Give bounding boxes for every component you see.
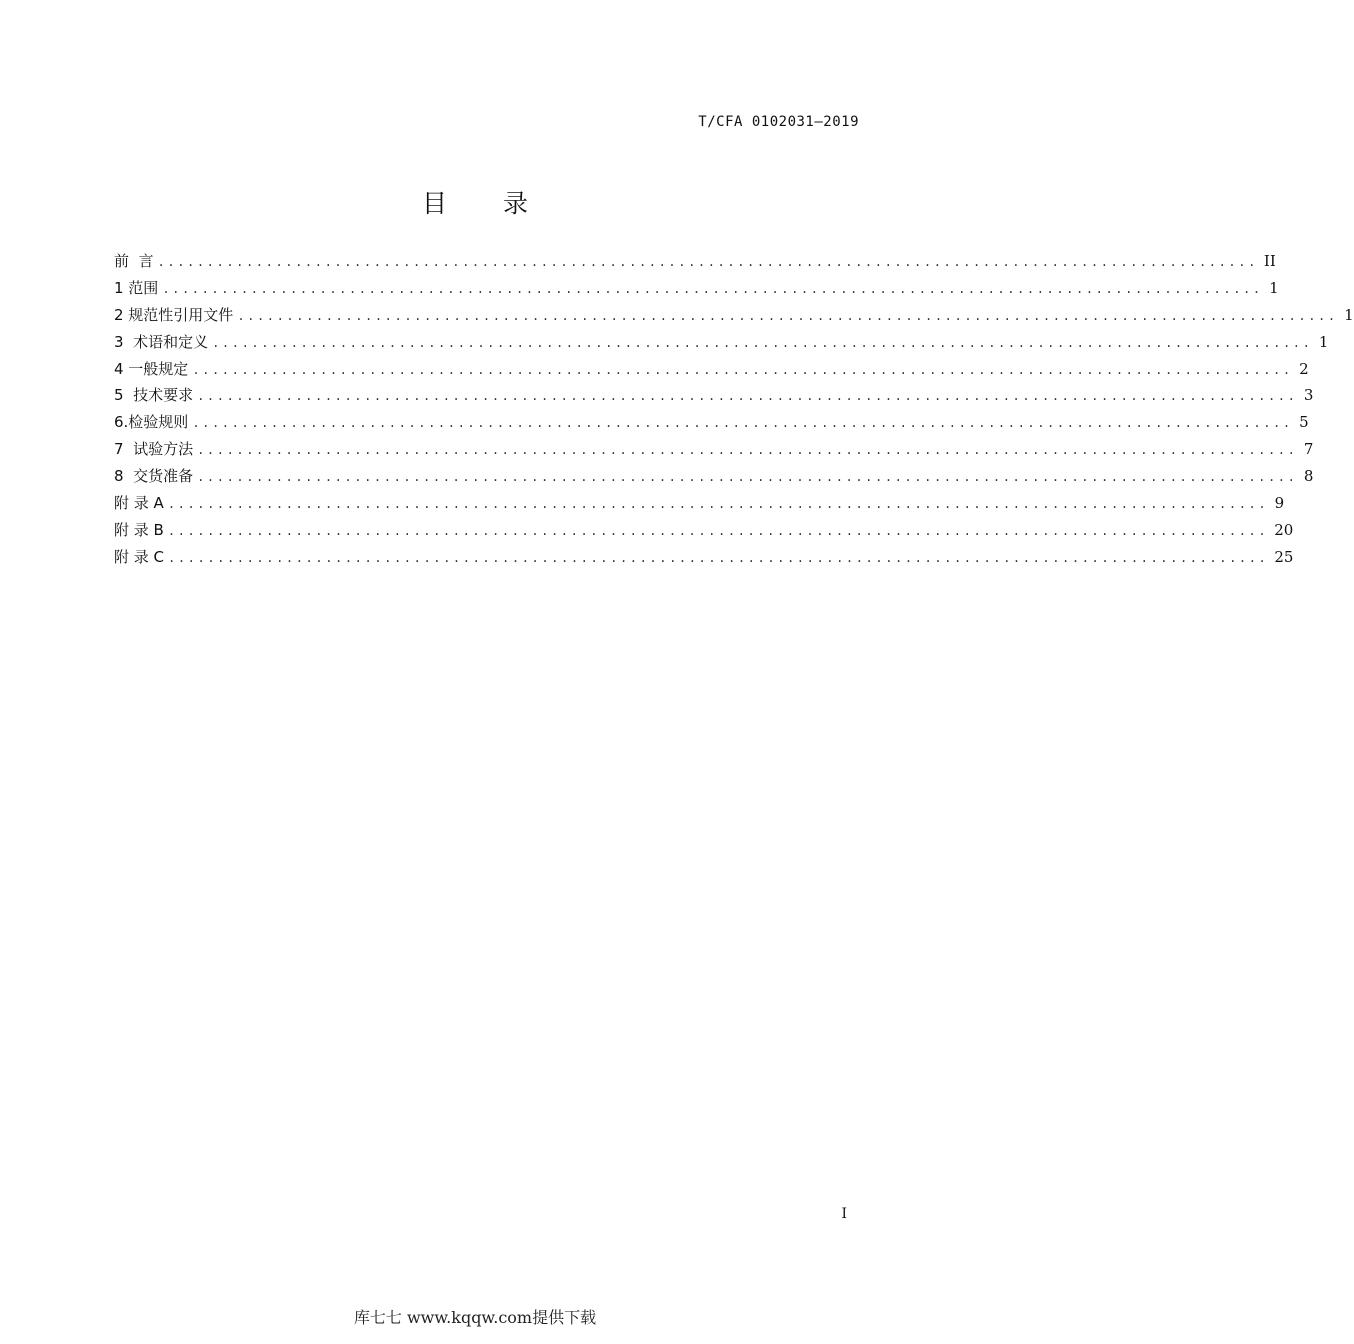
toc-entry-page: II xyxy=(1263,252,1276,270)
toc-leader-dots: ................................................................................................................ xyxy=(237,308,1338,323)
toc-entry-page: 1 xyxy=(1344,305,1354,324)
toc-entry-label: 前 言 xyxy=(114,252,154,270)
toc-entry-page: 25 xyxy=(1274,547,1294,566)
toc-leader-dots: ................................................................................................................ xyxy=(197,470,1298,485)
toc-leader-dots: ................................................................................................................ xyxy=(192,416,1293,431)
toc-entry-page: 20 xyxy=(1274,520,1294,539)
download-watermark: 库七七 www.kqqw.com提供下载 xyxy=(353,1308,597,1327)
toc-entry-label: 2 规范性引用文件 xyxy=(114,305,234,324)
toc-entry-label: 8 交货准备 xyxy=(114,467,194,486)
toc-entry-terms-definitions[interactable] xyxy=(114,329,1329,356)
toc-entry-appendix-b[interactable] xyxy=(114,517,1294,544)
toc-leader-dots: ................................................................................................................ xyxy=(162,281,1263,296)
page-number: I xyxy=(841,1206,847,1222)
toc-leader-dots: ................................................................................................................ xyxy=(167,523,1269,538)
toc-entry-delivery-preparation[interactable] xyxy=(114,463,1314,490)
toc-entry-label: 3 术语和定义 xyxy=(114,332,209,351)
toc-entry-label: 1 范围 xyxy=(114,278,159,297)
toc-entry-appendix-a[interactable] xyxy=(114,490,1285,517)
toc-entry-page: 2 xyxy=(1299,359,1309,378)
toc-entry-label: 6.检验规则 xyxy=(114,413,189,432)
toc-leader-dots: ................................................................................................................ xyxy=(168,550,1269,565)
toc-entry-general-provisions[interactable] xyxy=(114,356,1309,383)
toc-entry-inspection-rules[interactable] xyxy=(114,409,1309,436)
toc-entry-page: 8 xyxy=(1303,467,1314,486)
toc-entry-appendix-c[interactable] xyxy=(114,544,1294,571)
toc-entry-label: 附 录 A xyxy=(114,494,164,513)
toc-entry-normative-references[interactable] xyxy=(114,302,1354,329)
toc-list xyxy=(114,248,1354,571)
toc-leader-dots: ................................................................................................................ xyxy=(167,497,1269,512)
toc-entry-label: 附 录 B xyxy=(114,520,164,539)
toc-leader-dots: ................................................................................................................ xyxy=(157,255,1258,269)
toc-entry-page: 1 xyxy=(1269,278,1279,297)
toc-entry-label: 附 录 C xyxy=(114,547,165,566)
toc-entry-foreword[interactable] xyxy=(114,248,1276,275)
toc-entry-label: 7 试验方法 xyxy=(114,440,194,459)
toc-entry-test-methods[interactable] xyxy=(114,436,1314,463)
toc-entry-label: 5 技术要求 xyxy=(114,386,194,405)
toc-entry-label: 4 一般规定 xyxy=(114,359,189,378)
toc-leader-dots: ................................................................................................................ xyxy=(197,443,1298,458)
toc-title: 目 录 xyxy=(422,189,552,218)
toc-entry-scope[interactable] xyxy=(114,275,1279,302)
toc-leader-dots: ................................................................................................................ xyxy=(212,335,1313,350)
toc-entry-page: 7 xyxy=(1303,440,1314,459)
toc-entry-technical-requirements[interactable] xyxy=(114,382,1314,409)
toc-leader-dots: ................................................................................................................ xyxy=(197,389,1298,404)
toc-leader-dots: ................................................................................................................ xyxy=(192,362,1293,377)
toc-entry-page: 9 xyxy=(1274,494,1285,513)
toc-entry-page: 5 xyxy=(1299,413,1309,432)
document-code: T/CFA 0102031—2019 xyxy=(698,114,859,130)
toc-entry-page: 1 xyxy=(1318,332,1329,351)
toc-entry-page: 3 xyxy=(1303,386,1314,405)
